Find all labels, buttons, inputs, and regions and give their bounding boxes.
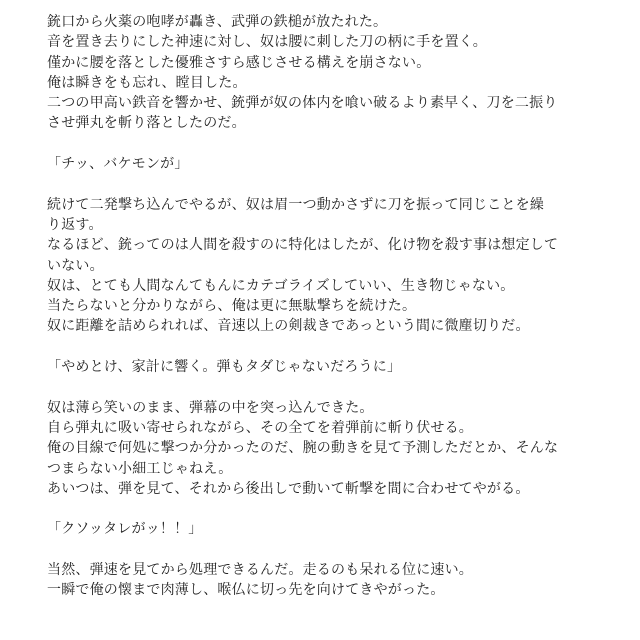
paragraph-1 [47, 12, 607, 134]
text-line: 銃口から火薬の咆哮が轟き、武弾の鉄槌が放たれた。 [47, 14, 388, 30]
text-line: 自ら弾丸に吸い寄せられながら、その全てを着弾前に斬り伏せる。 [47, 419, 473, 436]
text-line: 俺は瞬きをも忘れ、瞠目した。 [47, 74, 247, 91]
text-line: 音を置き去りにした神速に対し、奴は腰に刺した刀の柄に手を置く。 [47, 34, 487, 51]
text-line: り返す。 [47, 216, 103, 233]
text-line: つまらない小細工じゃねえ。 [47, 460, 233, 477]
text-line: 奴は、とても人間なんてもんにカテゴライズしていい、生き物じゃない。 [47, 277, 515, 294]
paragraph-gap [47, 499, 607, 519]
paragraph-4 [47, 560, 607, 601]
paragraph-gap [47, 134, 607, 154]
text-line: 奴は薄ら笑いのまま、弾幕の中を突っ込んできた。 [47, 399, 374, 416]
text-line: なるほど、銃ってのは人間を殺すのに特化はしたが、化け物を殺す事は想定して [47, 237, 559, 254]
text-line: 続けて二発撃ち込んでやるが、奴は眉一つ動かさずに刀を振って同じことを繰 [47, 196, 544, 213]
text-line: 僅かに腰を落とした優雅さすら感じさせる構えを崩さない。 [47, 54, 431, 71]
paragraph-2 [47, 195, 607, 337]
text-line: あいつは、弾を見て、それから後出しで動いて斬撃を間に合わせてやがる。 [47, 480, 530, 497]
text-line: 当たらないと分かりながら、俺は更に無駄撃ちを続けた。 [47, 298, 417, 315]
text-line: させ弾丸を斬り落としたのだ。 [47, 115, 246, 132]
text-line: 当然、弾速を見てから処理できるんだ。走るのも呆れる位に速い。 [47, 562, 473, 579]
paragraph-gap [47, 174, 607, 194]
paragraph-gap [47, 377, 607, 397]
text-line: 一瞬で俺の懐まで肉薄し、喉仏に切っ先を向けてきやがった。 [47, 582, 445, 599]
paragraph-gap [47, 337, 607, 357]
paragraph-gap [47, 540, 607, 560]
text-line: 奴に距離を詰められれば、音速以上の剣裁きであっという間に微塵切りだ。 [47, 318, 530, 335]
dialogue-line: 「クソッタレがッ！！」 [47, 521, 203, 538]
dialogue-line: 「やめとけ、家計に響く。弾もタダじゃないだろうに」 [47, 359, 402, 376]
text-line: いない。 [47, 257, 104, 274]
text-line: 二つの甲高い鉄音を響かせ、銃弾が奴の体内を喰い破るより素早く、刀を二振り [47, 95, 558, 112]
paragraph-3 [47, 398, 607, 499]
story-text [47, 12, 607, 601]
dialogue-2 [47, 357, 607, 377]
text-line: 俺の目線で何処に撃つか分かったのだ、腕の動きを見て予測しただとか、そんな [47, 440, 559, 457]
dialogue-3 [47, 519, 607, 539]
dialogue-line: 「チッ、バケモンが」 [47, 156, 189, 173]
dialogue-1 [47, 154, 607, 174]
